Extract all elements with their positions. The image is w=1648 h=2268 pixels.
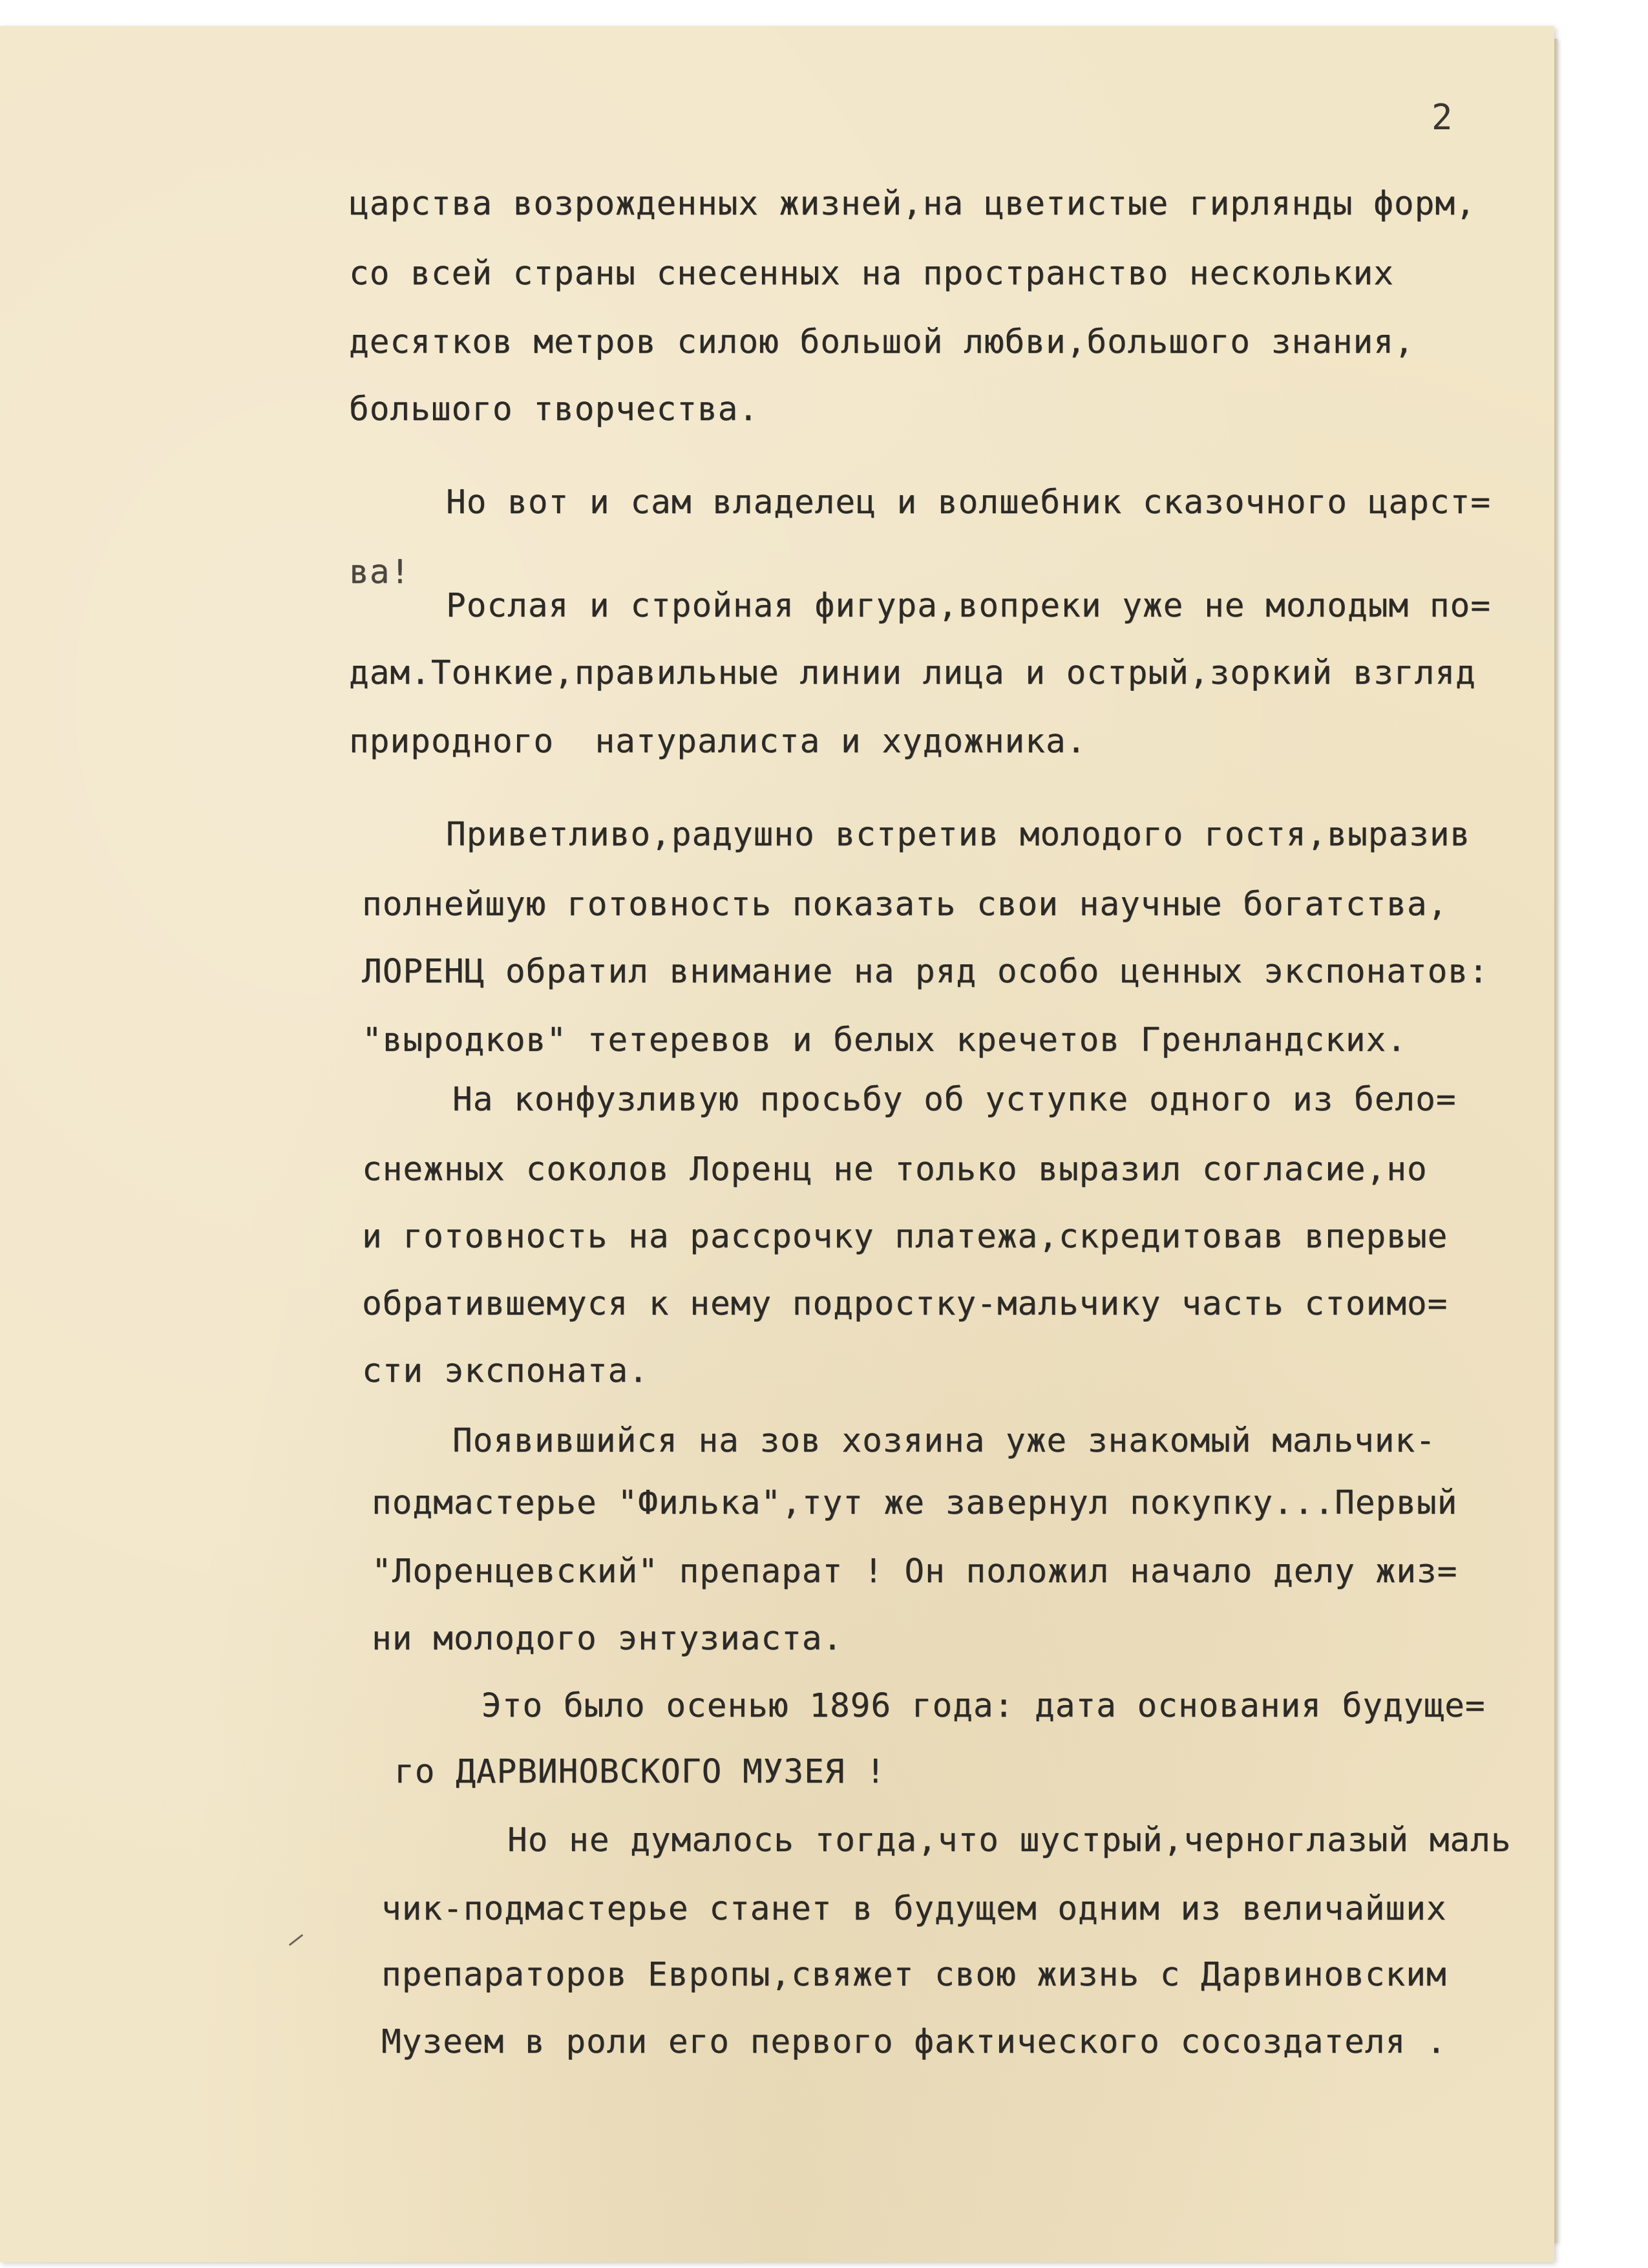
text-line: "выродков" тетеревов и белых кречетов Гренландских. [362, 1021, 1407, 1059]
text-line: Рослая и стройная фигура,вопреки уже не молодым по= [446, 587, 1491, 625]
text-line: царства возрожденных жизней,на цветистые гирлянды форм, [349, 185, 1476, 223]
text-line: десятков метров силою большой любви,большого знания, [349, 323, 1415, 361]
text-line: ни молодого энтузиаста. [372, 1620, 843, 1658]
text-line: Музеем в роли его первого фактического сосоздателя . [381, 2023, 1447, 2061]
text-line: "Лоренцевский" препарат ! Он положил начало делу жиз= [372, 1553, 1458, 1591]
text-line: чик-подмастерье станет в будущем одним из величайших [381, 1890, 1447, 1928]
text-line: природного натуралиста и художника. [349, 723, 1087, 761]
text-line: со всей страны снесенных на пространство нескольких [349, 255, 1394, 293]
text-line: Появившийся на зов хозяина уже знакомый мальчик- [452, 1422, 1436, 1460]
text-line: большого творчества. [349, 390, 759, 429]
page-number: 2 [1431, 97, 1453, 138]
text-line: дам.Тонкие,правильные линии лица и острый,зоркий взгляд [349, 654, 1476, 692]
text-line: и готовность на рассрочку платежа,скредитовав впервые [362, 1218, 1448, 1256]
text-line: Но не думалось тогда,что шустрый,черноглазый маль [507, 1821, 1512, 1860]
text-line: обратившемуся к нему подростку-мальчику часть стоимо= [362, 1285, 1448, 1323]
text-line: сти экспоната. [362, 1352, 649, 1390]
text-line: ва! [349, 553, 411, 591]
text-line: снежных соколов Лоренц не только выразил согласие,но [362, 1150, 1428, 1189]
text-line: На конфузливую просьбу об уступке одного из бело= [452, 1081, 1457, 1119]
text-line: Это было осенью 1896 года: дата основания будуще= [481, 1687, 1486, 1725]
text-line: Но вот и сам владелец и волшебник сказочного царст= [446, 483, 1491, 522]
text-line: го ДАРВИНОВСКОГО МУЗЕЯ ! [394, 1753, 886, 1791]
pencil-mark [289, 1934, 303, 1945]
text-line: полнейшую готовность показать свои научные богатства, [362, 885, 1448, 924]
text-line: ЛОРЕНЦ обратил внимание на ряд особо ценных экспонатов: [362, 953, 1489, 991]
text-line: подмастерье "Филька",тут же завернул покупку...Первый [372, 1484, 1458, 1522]
typewritten-page [0, 26, 1554, 2262]
text-line: препараторов Европы,свяжет свою жизнь с Дарвиновским [381, 1956, 1447, 1994]
text-line: Приветливо,радушно встретив молодого гостя,выразив [446, 816, 1471, 854]
